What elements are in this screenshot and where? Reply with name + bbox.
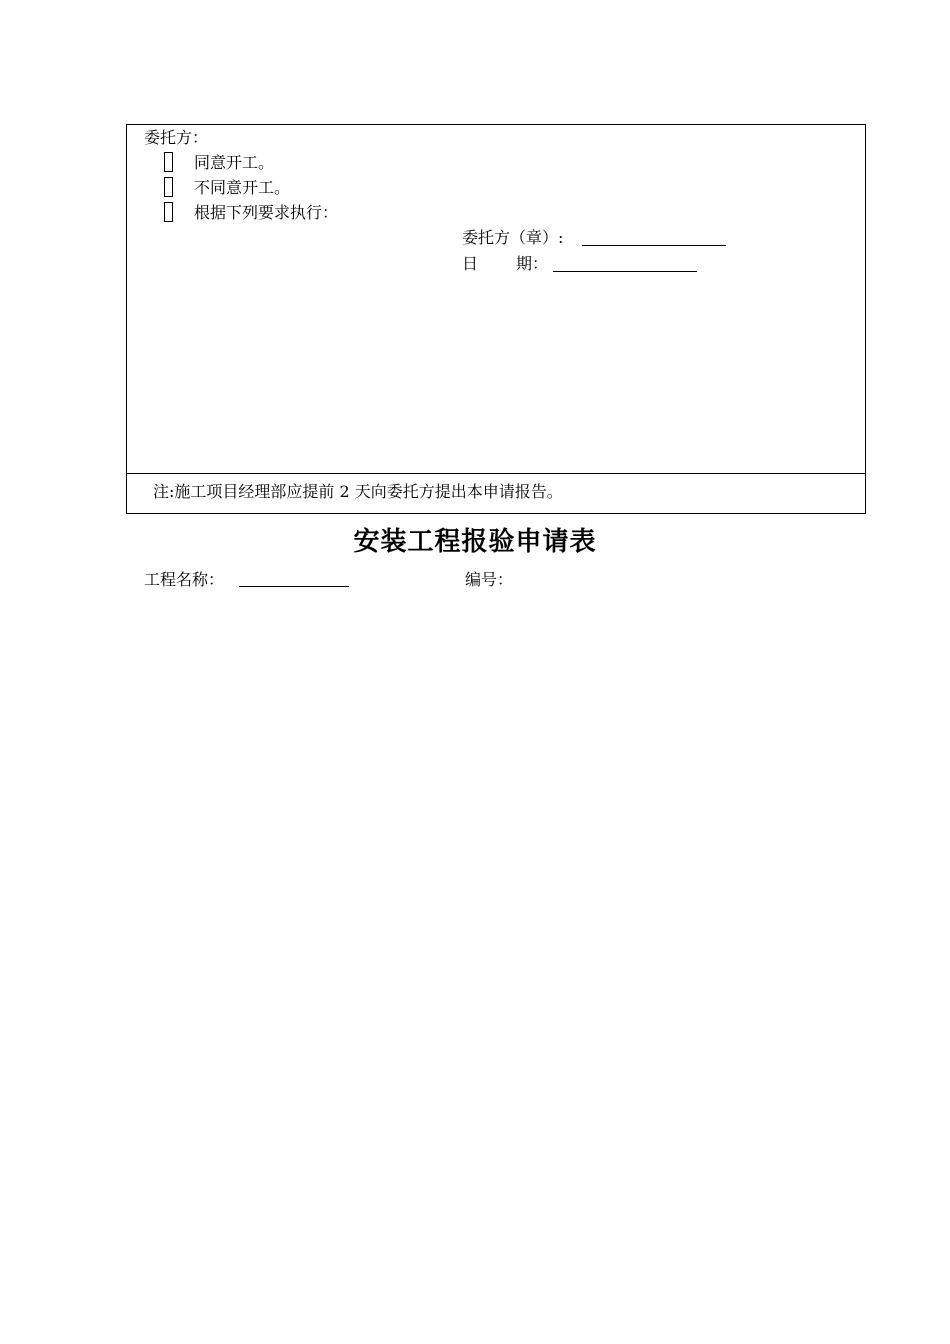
date-label-char2: 期： — [516, 254, 549, 273]
project-name-label: 工程名称： — [144, 570, 225, 589]
seal-label: 委托方（章）: — [462, 228, 564, 247]
note-text: 注:施工项目经理部应提前 2 天向委托方提出本申请报告。 — [153, 482, 563, 501]
date-signature-line[interactable] — [553, 271, 697, 272]
note-cell — [127, 471, 865, 513]
principal-label: 委托方： — [144, 128, 209, 147]
date-label-char1: 日 — [462, 254, 479, 273]
agree-checkbox[interactable] — [164, 152, 173, 172]
start-work-approval-table — [126, 124, 866, 514]
seal-signature-line[interactable] — [582, 245, 726, 246]
disagree-checkbox[interactable] — [164, 177, 173, 197]
form-title: 安装工程报验申请表 — [353, 527, 597, 557]
disagree-option-label: 不同意开工。 — [194, 178, 291, 197]
principal-approval-cell — [127, 125, 865, 474]
agree-option-label: 同意开工。 — [194, 153, 275, 172]
conditional-option-label: 根据下列要求执行： — [194, 203, 339, 222]
number-label: 编号： — [465, 570, 514, 589]
conditional-checkbox[interactable] — [164, 202, 173, 222]
project-name-line[interactable] — [239, 586, 349, 587]
